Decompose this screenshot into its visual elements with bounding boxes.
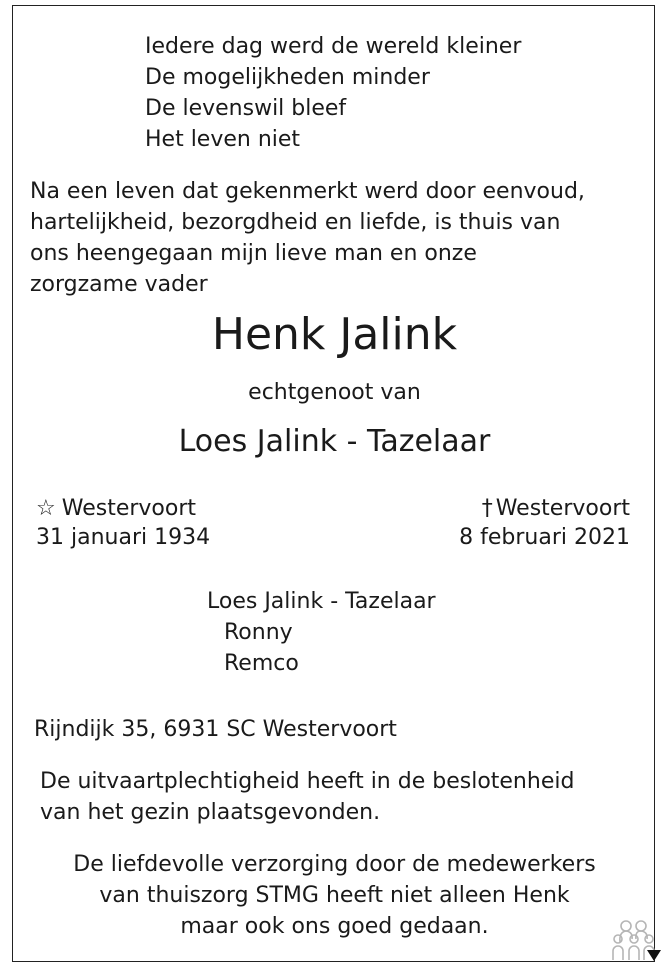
spouse-name: Loes Jalink - Tazelaar bbox=[178, 424, 491, 459]
poem-line-3: De levenswil bleef bbox=[145, 96, 347, 121]
relation-text: echtgenoot van bbox=[248, 380, 421, 405]
intro-line-4: zorgzame vader bbox=[30, 272, 208, 297]
funeral-note-line-1: De uitvaartplechtigheid heeft in de beslotenheid bbox=[40, 769, 575, 794]
cross-icon: † bbox=[481, 496, 493, 521]
family-member-3: Remco bbox=[224, 651, 299, 676]
poem-line-4: Het leven niet bbox=[145, 127, 301, 152]
death-place bbox=[482, 496, 630, 522]
death-date: 8 februari 2021 bbox=[459, 525, 630, 550]
intro-line-2: hartelijkheid, bezorgdheid en liefde, is thuis van bbox=[30, 210, 561, 235]
birth-place bbox=[36, 496, 196, 522]
down-arrow-icon[interactable] bbox=[647, 950, 661, 961]
thanks-note-line-3: maar ook ons goed gedaan. bbox=[180, 914, 489, 939]
funeral-note-line-2: van het gezin plaatsgevonden. bbox=[40, 800, 381, 825]
intro-line-1: Na een leven dat gekenmerkt werd door eenvoud, bbox=[30, 179, 585, 204]
death-place-text: Westervoort bbox=[495, 496, 630, 521]
family-member-1: Loes Jalink - Tazelaar bbox=[207, 589, 436, 614]
thanks-note-line-1: De liefdevolle verzorging door de medewerkers bbox=[73, 852, 596, 877]
deceased-name: Henk Jalink bbox=[211, 309, 458, 360]
thanks-note-line-2: van thuiszorg STMG heeft niet alleen Henk bbox=[99, 883, 570, 908]
poem-line-2: De mogelijkheden minder bbox=[145, 65, 430, 90]
family-member-2: Ronny bbox=[224, 620, 293, 645]
star-icon: ☆ bbox=[36, 496, 56, 521]
birth-date: 31 januari 1934 bbox=[36, 525, 211, 550]
address: Rijndijk 35, 6931 SC Westervoort bbox=[34, 717, 397, 742]
poem-line-1: Iedere dag werd de wereld kleiner bbox=[145, 34, 522, 59]
birth-place-text: Westervoort bbox=[61, 496, 197, 521]
intro-line-3: ons heengegaan mijn lieve man en onze bbox=[30, 241, 477, 266]
